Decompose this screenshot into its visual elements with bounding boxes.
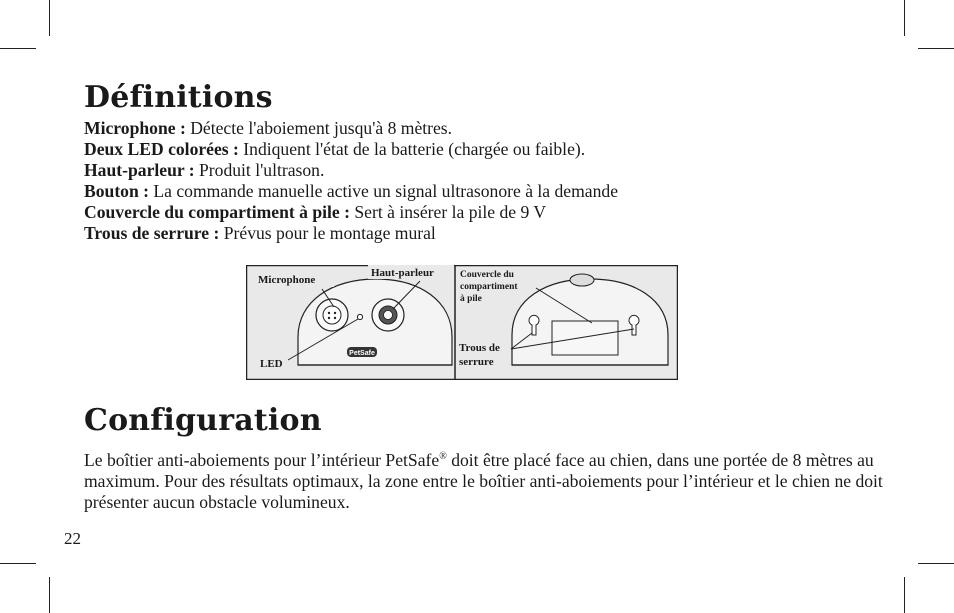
definition-desc: Prévus pour le montage mural — [219, 223, 436, 243]
label-cover: compartiment — [460, 282, 518, 292]
definition-term: Deux LED colorées : — [84, 139, 239, 159]
configuration-heading: Configuration — [84, 403, 322, 438]
speaker-center — [384, 311, 393, 320]
crop-mark — [918, 48, 954, 49]
label-keyholes: serrure — [459, 356, 494, 368]
configuration-text: Le boîtier anti-aboiements pour l’intérieur PetSafe — [84, 449, 440, 470]
brand-logo: PetSafe — [349, 350, 375, 357]
crop-mark — [49, 577, 50, 613]
definitions-heading: Définitions — [84, 80, 273, 115]
microphone-hole — [328, 312, 330, 314]
button-icon — [570, 274, 594, 286]
definitions-list — [84, 118, 884, 244]
microphone-hole — [334, 317, 336, 319]
definition-desc: Indiquent l'état de la batterie (chargée ou faible). — [238, 139, 586, 159]
definition-desc: Sert à insérer la pile de 9 V — [350, 202, 547, 222]
microphone-icon — [323, 306, 341, 324]
label-microphone: Microphone — [258, 274, 316, 286]
definition-term: Haut-parleur : — [84, 160, 195, 180]
label-keyholes: Trous de — [459, 342, 500, 354]
crop-mark — [904, 0, 905, 36]
microphone-hole — [334, 312, 336, 314]
crop-mark — [904, 577, 905, 613]
definition-term: Trous de serrure : — [84, 223, 220, 243]
device-illustration — [246, 265, 678, 380]
configuration-paragraph — [84, 446, 884, 513]
definition-item — [84, 139, 884, 160]
crop-mark — [0, 48, 36, 49]
crop-mark — [0, 563, 36, 564]
led-indicator — [357, 314, 362, 319]
definition-item — [84, 160, 884, 181]
label-speaker: Haut-parleur — [371, 267, 434, 279]
label-led: LED — [260, 358, 283, 370]
configuration-text: doit être placé face au chien, dans une portée de 8 mètres au maximum. Pour des résultats optimaux, la zone entre le boîtier anti-aboiements pour l’intérieur et le chien ne doit présenter aucun obstacle volumineux. — [84, 449, 883, 512]
definition-item — [84, 202, 884, 223]
battery-cover — [552, 321, 618, 355]
definition-item — [84, 223, 884, 244]
definition-term: Microphone : — [84, 118, 186, 138]
definition-term: Bouton : — [84, 181, 150, 201]
page-number: 22 — [64, 529, 81, 548]
definition-term: Couvercle du compartiment à pile : — [84, 202, 350, 222]
label-cover: à pile — [460, 294, 482, 304]
definition-item — [84, 181, 884, 202]
definition-desc: Produit l'ultrason. — [194, 160, 325, 180]
definition-desc: Détecte l'aboiement jusqu'à 8 mètres. — [185, 118, 453, 138]
label-cover: Couvercle du — [460, 270, 514, 280]
definition-desc: La commande manuelle active un signal ultrasonore à la demande — [149, 181, 618, 201]
crop-mark — [49, 0, 50, 36]
registered-mark: ® — [439, 451, 447, 462]
microphone-hole — [328, 317, 330, 319]
crop-mark — [918, 563, 954, 564]
definition-item — [84, 118, 884, 139]
